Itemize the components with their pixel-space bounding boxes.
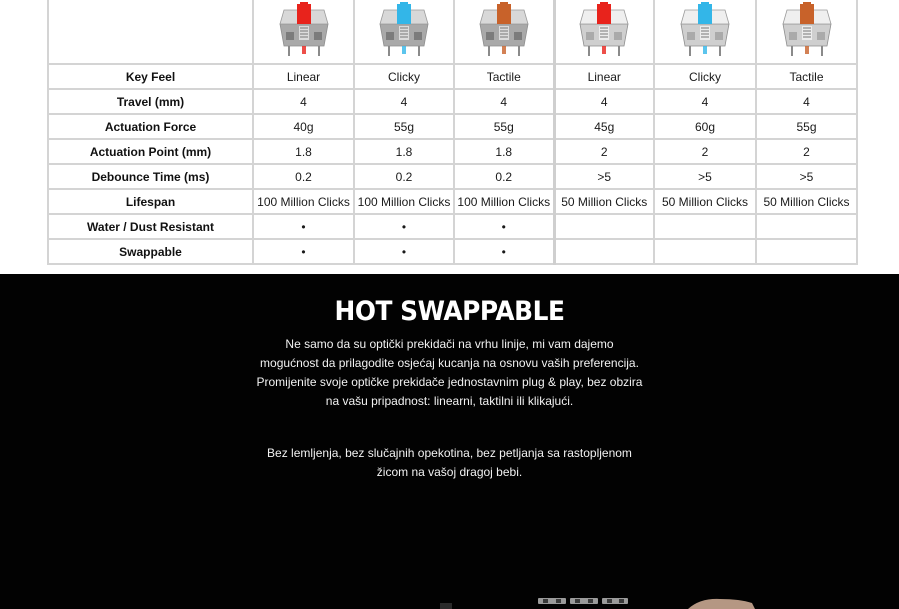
spec-cell: Linear — [554, 64, 654, 89]
description-paragraph — [0, 335, 899, 411]
feature-dot: • — [354, 214, 454, 239]
spec-cell — [554, 214, 654, 239]
spec-cell: 1.8 — [354, 139, 454, 164]
switch-image-cell — [354, 0, 454, 64]
spec-cell — [756, 214, 857, 239]
spec-cell: 45g — [554, 114, 654, 139]
spec-cell: 2 — [756, 139, 857, 164]
spec-cell: 0.2 — [454, 164, 554, 189]
empty-corner-cell — [48, 0, 253, 64]
spec-row — [48, 214, 857, 239]
switch-image-cell — [554, 0, 654, 64]
spec-cell: 4 — [654, 89, 756, 114]
switch-image-cell — [654, 0, 756, 64]
spec-row — [48, 139, 857, 164]
spec-cell: 4 — [756, 89, 857, 114]
blue-switch-icon — [675, 2, 735, 60]
spec-cell: 40g — [253, 114, 354, 139]
feature-dot: • — [253, 214, 354, 239]
spec-row — [48, 114, 857, 139]
row-label: Debounce Time (ms) — [48, 164, 253, 189]
row-label: Swappable — [48, 239, 253, 264]
row-label: Lifespan — [48, 189, 253, 214]
description-line: žicom na vašoj dragoj bebi. — [376, 465, 523, 479]
spec-cell: 100 Million Clicks — [253, 189, 354, 214]
brown-switch-icon — [777, 2, 837, 60]
feature-dot: • — [454, 214, 554, 239]
switch-comparison-table — [47, 0, 858, 265]
spec-row — [48, 239, 857, 264]
hot-swap-section — [0, 274, 899, 609]
spec-cell — [554, 239, 654, 264]
spec-cell: 55g — [354, 114, 454, 139]
spec-cell: 4 — [554, 89, 654, 114]
spec-cell: Linear — [253, 64, 354, 89]
spec-cell: Tactile — [454, 64, 554, 89]
row-label: Travel (mm) — [48, 89, 253, 114]
red-switch-icon — [574, 2, 634, 60]
row-label: Key Feel — [48, 64, 253, 89]
red-switch-icon — [274, 2, 334, 60]
spec-cell — [654, 239, 756, 264]
spec-row — [48, 64, 857, 89]
spec-cell: 50 Million Clicks — [756, 189, 857, 214]
switch-image-row — [48, 0, 857, 64]
spec-cell: 50 Million Clicks — [554, 189, 654, 214]
spec-cell — [654, 214, 756, 239]
switch-hardware-image — [0, 594, 899, 609]
spec-cell: Clicky — [354, 64, 454, 89]
spec-cell: 4 — [253, 89, 354, 114]
description-line: mogućnost da prilagodite osjećaj kucanja na osnovu vaših preferencija. — [260, 356, 639, 370]
spec-cell: 4 — [454, 89, 554, 114]
description-line: Ne samo da su optički prekidači na vrhu linije, mi vam dajemo — [285, 337, 614, 351]
description-line: Bez lemljenja, bez slučajnih opekotina, bez petljanja sa rastopljenom — [267, 446, 632, 460]
feature-dot: • — [454, 239, 554, 264]
row-label: Water / Dust Resistant — [48, 214, 253, 239]
spec-cell: >5 — [654, 164, 756, 189]
spec-cell — [756, 239, 857, 264]
spec-cell: 1.8 — [253, 139, 354, 164]
spec-cell: 60g — [654, 114, 756, 139]
spec-cell: >5 — [756, 164, 857, 189]
spec-cell: 1.8 — [454, 139, 554, 164]
spec-cell: 0.2 — [253, 164, 354, 189]
switch-image-cell — [253, 0, 354, 64]
spec-cell: 100 Million Clicks — [454, 189, 554, 214]
spec-cell: 2 — [554, 139, 654, 164]
spec-cell: 50 Million Clicks — [654, 189, 756, 214]
description-line: Promijenite svoje optičke prekidače jednostavnim plug & play, bez obzira — [256, 375, 643, 389]
switch-image-cell — [756, 0, 857, 64]
spec-cell: 55g — [454, 114, 554, 139]
description-line: na vašu pripadnost: linearni, taktilni ili klikajući. — [325, 394, 574, 408]
description-paragraph — [0, 444, 899, 482]
spec-row — [48, 164, 857, 189]
row-label: Actuation Point (mm) — [48, 139, 253, 164]
spec-cell: 55g — [756, 114, 857, 139]
row-label: Actuation Force — [48, 114, 253, 139]
spec-cell: 100 Million Clicks — [354, 189, 454, 214]
switch-image-cell — [454, 0, 554, 64]
spec-cell: 4 — [354, 89, 454, 114]
feature-dot: • — [354, 239, 454, 264]
spec-row — [48, 189, 857, 214]
spec-cell: >5 — [554, 164, 654, 189]
spec-cell: 2 — [654, 139, 756, 164]
comparison-section — [0, 0, 899, 274]
brown-switch-icon — [474, 2, 534, 60]
spec-cell: Clicky — [654, 64, 756, 89]
section-title: HOT SWAPPABLE — [334, 296, 565, 327]
spec-cell: 0.2 — [354, 164, 454, 189]
spec-cell: Tactile — [756, 64, 857, 89]
blue-switch-icon — [374, 2, 434, 60]
spec-row — [48, 89, 857, 114]
feature-dot: • — [253, 239, 354, 264]
